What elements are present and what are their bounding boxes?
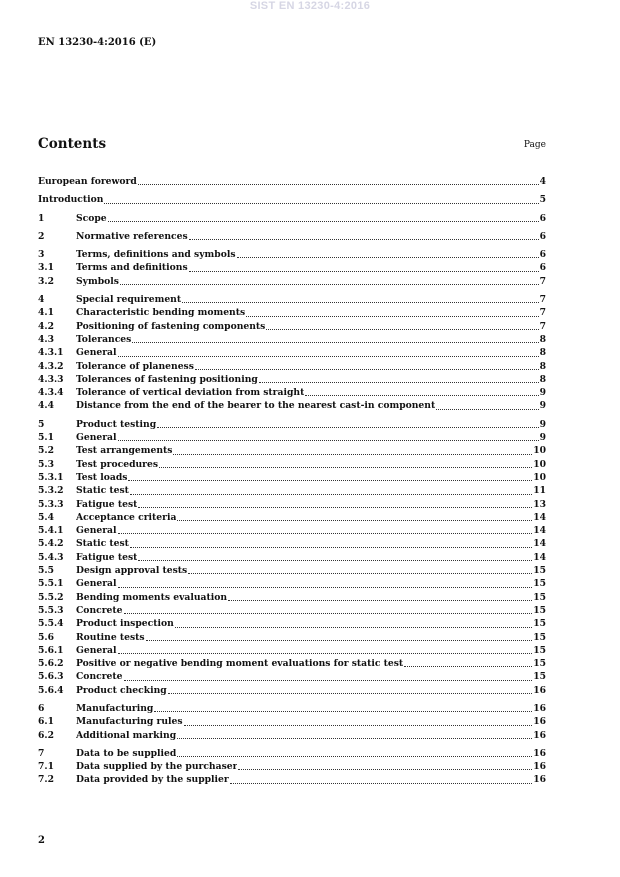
toc-entry-title: Product checking (76, 684, 167, 696)
toc-entry-title: Concrete (76, 671, 123, 683)
toc-entry-number: 7 (38, 747, 45, 759)
toc-entry[interactable] (38, 773, 546, 786)
toc-entry-title: Product testing (76, 418, 157, 430)
toc-entry-number: 6.1 (38, 716, 54, 728)
toc-entry-number: 5.6.4 (38, 684, 64, 696)
toc-entry-title: Static test (76, 538, 129, 550)
toc-entry-number: 4.3 (38, 333, 54, 345)
toc-entry[interactable] (38, 175, 546, 188)
toc-entry-number: 7.1 (38, 761, 54, 773)
toc-dot-leader (118, 356, 539, 357)
toc-entry-page: 16 (533, 684, 546, 696)
toc-entry-title: Bending moments evaluation (76, 591, 228, 603)
toc-entry[interactable] (38, 702, 546, 715)
toc-entry[interactable] (38, 261, 546, 274)
toc-entry[interactable] (38, 431, 546, 444)
toc-dot-leader (177, 738, 532, 739)
toc-entry-title: Routine tests (76, 631, 145, 643)
toc-entry-title: Introduction (38, 194, 104, 206)
contents-title: Contents (38, 136, 107, 152)
toc-entry[interactable] (38, 346, 546, 359)
toc-entry-page: 9 (539, 418, 546, 430)
page-number: 2 (38, 835, 45, 846)
toc-entry-title: Acceptance criteria (76, 511, 177, 523)
toc-entry-number: 4.4 (38, 400, 54, 412)
toc-entry-number: 5.4.3 (38, 551, 64, 563)
toc-entry-number: 3.1 (38, 262, 54, 274)
toc-entry-page: 15 (533, 631, 546, 643)
toc-entry[interactable] (38, 604, 546, 617)
toc-entry-number: 5.5.3 (38, 604, 64, 616)
toc-dot-leader (189, 271, 539, 272)
toc-entry-title: European foreword (38, 176, 137, 187)
toc-entry-title: Positioning of fastening components (76, 320, 266, 332)
toc-entry[interactable] (38, 306, 546, 319)
toc-entry-page: 5 (539, 194, 546, 206)
toc-entry-number: 4 (38, 294, 45, 306)
toc-entry-number: 4.3.4 (38, 387, 64, 399)
toc-entry-title: Distance from the end of the bearer to the nearest cast-in component (76, 400, 436, 412)
toc-entry-title: General (76, 578, 117, 590)
toc-entry-title: General (76, 432, 117, 444)
toc-entry-number: 5.3 (38, 458, 54, 470)
toc-entry-title: Data provided by the supplier (76, 774, 229, 786)
toc-dot-leader (124, 613, 533, 614)
toc-dot-leader (173, 454, 532, 455)
toc-dot-leader (157, 427, 538, 428)
toc-entry-number: 5.1 (38, 432, 54, 444)
toc-dot-leader (138, 507, 532, 508)
toc-entry-number: 4.3.2 (38, 360, 64, 372)
toc-entry-number: 5.6.3 (38, 671, 64, 683)
toc-dot-leader (436, 409, 538, 410)
toc-entry-page: 15 (533, 618, 546, 630)
toc-dot-leader (138, 184, 539, 185)
toc-dot-leader (168, 693, 533, 694)
toc-entry[interactable] (38, 551, 546, 564)
toc-entry[interactable] (38, 230, 546, 243)
toc-entry-number: 6.2 (38, 729, 54, 741)
toc-entry-page: 10 (533, 445, 546, 457)
toc-entry[interactable] (38, 320, 546, 333)
toc-entry-title: Data to be supplied (76, 747, 177, 759)
toc-dot-leader (246, 316, 538, 317)
toc-entry-page: 8 (539, 347, 546, 359)
toc-entry-page: 14 (533, 511, 546, 523)
toc-entry[interactable] (38, 444, 546, 457)
toc-entry-number: 5.3.1 (38, 471, 64, 483)
toc-entry-title: Terms, definitions and symbols (76, 249, 236, 261)
toc-entry-number: 4.2 (38, 320, 54, 332)
toc-dot-leader (118, 587, 533, 588)
toc-entry[interactable] (38, 537, 546, 550)
toc-entry-page: 7 (539, 294, 546, 306)
toc-entry[interactable] (38, 275, 546, 288)
toc-entry-number: 5 (38, 418, 45, 430)
toc-entry-page: 13 (533, 498, 546, 510)
toc-entry-title: Characteristic bending moments (76, 307, 246, 319)
toc-entry-title: Design approval tests (76, 565, 188, 577)
toc-dot-leader (259, 382, 539, 383)
toc-entry-page: 9 (539, 400, 546, 412)
toc-entry-number: 5.5.2 (38, 591, 64, 603)
toc-dot-leader (266, 329, 538, 330)
toc-entry-number: 5.4.2 (38, 538, 64, 550)
toc-entry-number: 5.4 (38, 511, 54, 523)
toc-entry[interactable] (38, 631, 546, 644)
toc-entry-number: 5.3.3 (38, 498, 64, 510)
toc-entry-title: Concrete (76, 604, 123, 616)
toc-entry-title: Test procedures (76, 458, 159, 470)
toc-entry-number: 5.2 (38, 445, 54, 457)
toc-entry-page: 7 (539, 320, 546, 332)
toc-entry-number: 5.3.2 (38, 485, 64, 497)
toc-entry-page: 16 (533, 761, 546, 773)
toc-dot-leader (130, 547, 532, 548)
toc-entry-number: 5.5.4 (38, 618, 64, 630)
toc-entry-title: Test loads (76, 471, 128, 483)
toc-entry-title: Static test (76, 485, 129, 497)
toc-entry-page: 7 (539, 307, 546, 319)
toc-dot-leader (120, 284, 539, 285)
toc-entry-title: General (76, 525, 117, 537)
toc-entry-page: 15 (533, 565, 546, 577)
toc-entry[interactable] (38, 511, 546, 524)
toc-entry-page: 9 (539, 432, 546, 444)
toc-entry-title: Test arrangements (76, 445, 173, 457)
toc-entry-page: 15 (533, 604, 546, 616)
toc-dot-leader (130, 494, 532, 495)
page-column-label: Page (523, 140, 546, 150)
toc-entry-page: 9 (539, 387, 546, 399)
toc-entry-title: Symbols (76, 275, 119, 287)
toc-entry-title: Product inspection (76, 618, 174, 630)
toc-dot-leader (404, 666, 532, 667)
toc-entry-number: 5.6.2 (38, 658, 64, 670)
toc-dot-leader (118, 653, 533, 654)
toc-entry-number: 4.3.1 (38, 347, 64, 359)
toc-entry[interactable] (38, 729, 546, 742)
toc-dot-leader (128, 480, 532, 481)
toc-dot-leader (195, 369, 539, 370)
toc-dot-leader (238, 769, 532, 770)
toc-entry-title: Terms and definitions (76, 262, 188, 274)
toc-dot-leader (177, 520, 532, 521)
toc-entry-number: 6 (38, 702, 45, 714)
toc-entry[interactable] (38, 577, 546, 590)
toc-entry-title: Scope (76, 212, 107, 224)
toc-dot-leader (237, 257, 539, 258)
toc-entry[interactable] (38, 684, 546, 697)
toc-entry-number: 5.4.1 (38, 525, 64, 537)
toc-entry-number: 5.6.1 (38, 644, 64, 656)
toc-dot-leader (124, 680, 533, 681)
toc-entry[interactable] (38, 248, 546, 261)
toc-dot-leader (159, 467, 532, 468)
toc-entry-page: 15 (533, 578, 546, 590)
toc-entry-page: 16 (533, 716, 546, 728)
toc-entry[interactable] (38, 484, 546, 497)
toc-dot-leader (132, 342, 538, 343)
toc-entry-title: Manufacturing rules (76, 716, 183, 728)
toc-dot-leader (175, 627, 532, 628)
toc-entry-page: 10 (533, 471, 546, 483)
toc-entry-title: Positive or negative bending moment evaluations for static test (76, 658, 404, 670)
toc-entry[interactable] (38, 564, 546, 577)
toc-dot-leader (188, 573, 532, 574)
toc-entry[interactable] (38, 617, 546, 630)
toc-entry-page: 6 (539, 262, 546, 274)
toc-entry-number: 1 (38, 212, 45, 224)
toc-entry[interactable] (38, 760, 546, 773)
toc-entry-title: Fatigue test (76, 498, 138, 510)
table-of-contents (38, 175, 546, 787)
toc-entry[interactable] (38, 747, 546, 760)
toc-entry-title: General (76, 347, 117, 359)
toc-entry-page: 16 (533, 747, 546, 759)
toc-entry[interactable] (38, 293, 546, 306)
toc-entry-page: 15 (533, 671, 546, 683)
toc-entry[interactable] (38, 458, 546, 471)
toc-entry-page: 6 (539, 249, 546, 261)
toc-entry-page: 11 (533, 485, 546, 497)
toc-entry[interactable] (38, 418, 546, 431)
toc-entry[interactable] (38, 360, 546, 373)
toc-entry[interactable] (38, 193, 546, 206)
toc-entry-number: 5.5 (38, 565, 54, 577)
toc-dot-leader (305, 395, 538, 396)
toc-entry[interactable] (38, 657, 546, 670)
toc-entry[interactable] (38, 644, 546, 657)
toc-dot-leader (104, 203, 538, 204)
toc-entry-title: Tolerance of vertical deviation from straight (76, 387, 305, 399)
toc-entry-number: 3.2 (38, 275, 54, 287)
toc-dot-leader (184, 725, 533, 726)
toc-entry-number: 5.5.1 (38, 578, 64, 590)
toc-entry-number: 2 (38, 230, 45, 242)
toc-dot-leader (228, 600, 532, 601)
toc-entry-number: 7.2 (38, 774, 54, 786)
toc-entry-title: General (76, 644, 117, 656)
toc-entry-page: 16 (533, 729, 546, 741)
toc-entry-title: Additional marking (76, 729, 177, 741)
toc-entry-page: 10 (533, 458, 546, 470)
toc-dot-leader (177, 756, 532, 757)
toc-entry-page: 15 (533, 591, 546, 603)
toc-entry-title: Tolerance of planeness (76, 360, 194, 372)
toc-dot-leader (108, 221, 539, 222)
toc-entry[interactable] (38, 386, 546, 399)
toc-entry[interactable] (38, 591, 546, 604)
toc-entry-title: Manufacturing (76, 702, 154, 714)
toc-dot-leader (189, 239, 539, 240)
toc-entry-page: 15 (533, 644, 546, 656)
toc-entry-page: 6 (539, 230, 546, 242)
toc-entry-title: Tolerances of fastening positioning (76, 373, 258, 385)
toc-dot-leader (230, 783, 532, 784)
toc-entry-page: 15 (533, 658, 546, 670)
toc-entry[interactable] (38, 715, 546, 728)
toc-entry[interactable] (38, 373, 546, 386)
toc-entry[interactable] (38, 524, 546, 537)
toc-entry[interactable] (38, 471, 546, 484)
toc-entry-title: Special requirement (76, 294, 182, 306)
toc-dot-leader (154, 711, 532, 712)
toc-entry-title: Tolerances (76, 333, 132, 345)
toc-entry-page: 16 (533, 702, 546, 714)
toc-entry-page: 6 (539, 212, 546, 224)
toc-entry-page: 14 (533, 551, 546, 563)
toc-entry-page: 14 (533, 538, 546, 550)
toc-entry-number: 5.6 (38, 631, 54, 643)
toc-entry[interactable] (38, 333, 546, 346)
toc-dot-leader (118, 440, 539, 441)
toc-dot-leader (182, 302, 539, 303)
toc-entry[interactable] (38, 399, 546, 412)
toc-entry[interactable] (38, 670, 546, 683)
toc-entry-page: 8 (539, 373, 546, 385)
toc-entry-page: 16 (533, 774, 546, 786)
toc-entry-page: 14 (533, 525, 546, 537)
toc-entry-number: 3 (38, 249, 45, 261)
toc-entry-page: 7 (539, 275, 546, 287)
toc-entry-number: 4.1 (38, 307, 54, 319)
toc-entry-title: Fatigue test (76, 551, 138, 563)
toc-entry-number: 4.3.3 (38, 373, 64, 385)
toc-entry-page: 4 (539, 176, 546, 187)
toc-dot-leader (138, 560, 532, 561)
toc-dot-leader (146, 640, 533, 641)
watermark-text: SIST EN 13230-4:2016 (249, 0, 371, 12)
standard-header: EN 13230-4:2016 (E) (38, 37, 157, 48)
toc-entry-page: 8 (539, 360, 546, 372)
toc-entry[interactable] (38, 212, 546, 225)
toc-entry-title: Data supplied by the purchaser (76, 761, 238, 773)
toc-entry-page: 8 (539, 333, 546, 345)
toc-entry-title: Normative references (76, 230, 188, 242)
toc-entry[interactable] (38, 498, 546, 511)
toc-dot-leader (118, 533, 533, 534)
